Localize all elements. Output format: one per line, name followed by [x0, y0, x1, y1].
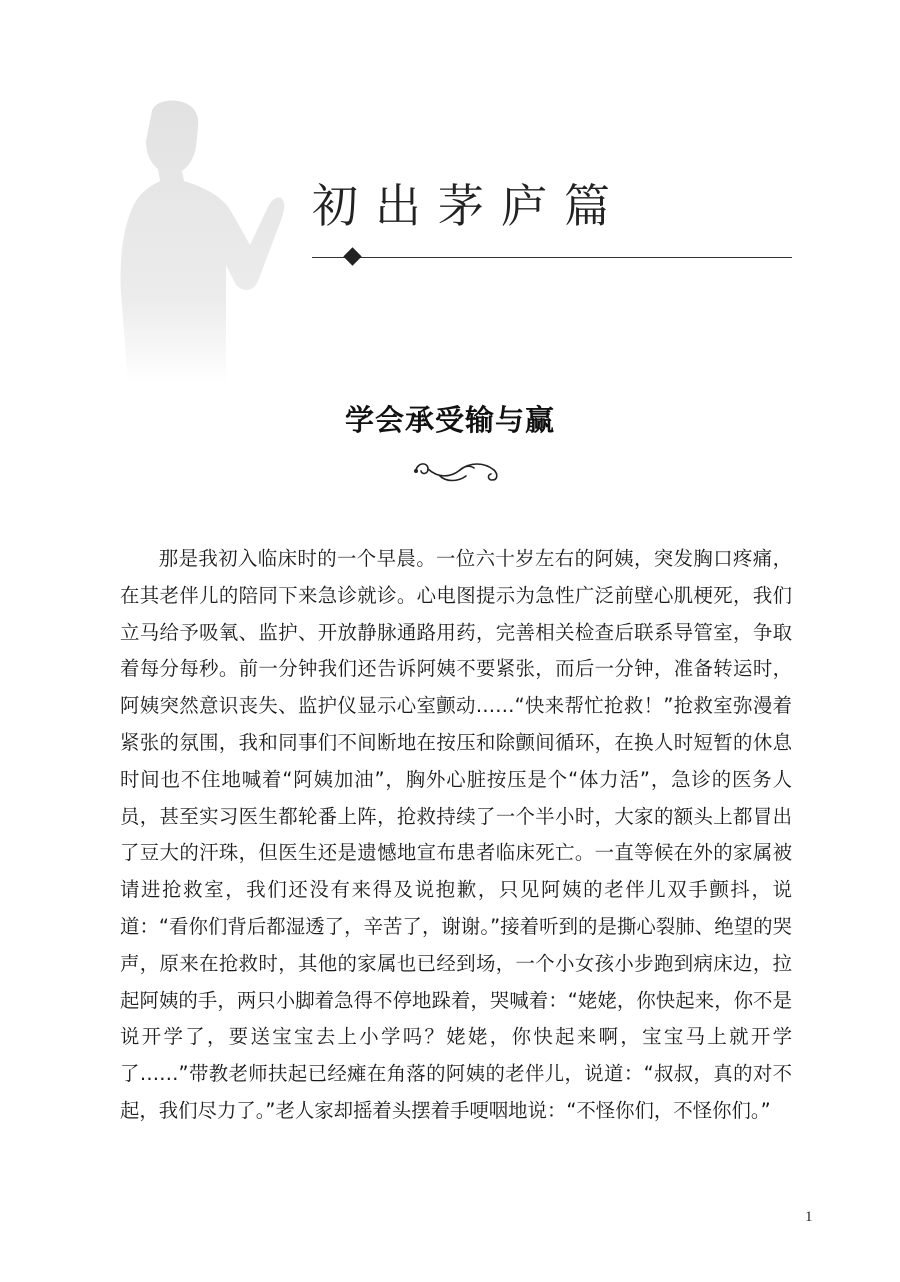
- teacher-pointing-silhouette-icon: [108, 95, 318, 385]
- article-body: 那是我初入临床时的一个早晨。一位六十岁左右的阿姨，突发胸口疼痛，在其老伴儿的陪同下来急诊就诊。心电图提示为急性广泛前壁心肌梗死，我们立马给予吸氧、监护、开放静脉通路用药，完善相关检查后联系导管室，争取着每分每秒。前一分钟我们还告诉阿姨不要紧张，而后一分钟，准备转运时，阿姨突然意识丧失、监护仪显示心室颤动……“快来帮忙抢救！”抢救室弥漫着紧张的氛围，我和同事们不间断地在按压和除颤间循环，在换人时短暂的休息时间也不住地喊着“阿姨加油”，胸外心脏按压是个“体力活”，急诊的医务人员，甚至实习医生都轮番上阵，抢救持续了一个半小时，大家的额头上都冒出了豆大的汗珠，但医生还是遗憾地宣布患者临床死亡。一直等候在外的家属被请进抢救室，我们还没有来得及说抱歉，只见阿姨的老伴儿双手颤抖，说道：“看你们背后都湿透了，辛苦了，谢谢。”接着听到的是撕心裂肺、绝望的哭声，原来在抢救时，其他的家属也已经到场，一个小女孩小步跑到病床边，拉起阿姨的手，两只小脚着急得不停地跺着，哭喊着：“姥姥，你快起来，你不是说开学了，要送宝宝去上小学吗？姥姥，你快起来啊，宝宝马上就开学了……”带教老师扶起已经瘫在角落的阿姨的老伴儿，说道：“叔叔，真的对不起，我们尽力了。”老人家却摇着头摆着手哽咽地说：“不怪你们，不怪你们。”: [120, 547, 792, 1122]
- article-title: 学会承受输与赢: [344, 403, 555, 437]
- diamond-icon: [343, 247, 361, 265]
- page-number: 1: [805, 1209, 813, 1225]
- diamond-rule-icon: [312, 248, 792, 268]
- swirl-flourish-icon: [412, 456, 502, 486]
- part-title: 初出茅庐篇: [312, 179, 627, 233]
- divider-line: [312, 257, 792, 258]
